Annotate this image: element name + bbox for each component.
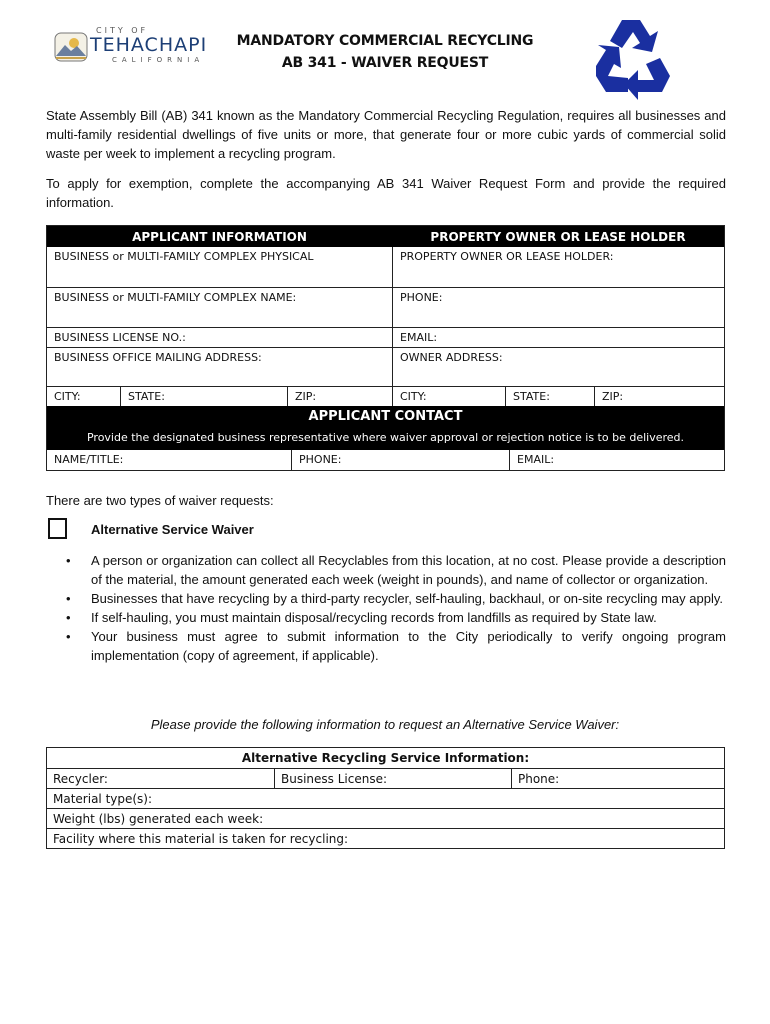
contact-name-title-field[interactable]: NAME/TITLE:	[54, 453, 124, 466]
weight-field[interactable]: Weight (lbs) generated each week:	[53, 811, 264, 826]
business-name-field[interactable]: BUSINESS or MULTI-FAMILY COMPLEX NAME:	[54, 291, 297, 304]
title-line-2: AB 341 - WAIVER REQUEST	[281, 55, 489, 71]
business-license-field[interactable]: BUSINESS LICENSE NO.:	[54, 331, 186, 344]
form-row-address	[47, 347, 724, 386]
service-title-row	[47, 748, 724, 768]
recycle-icon	[588, 14, 680, 100]
alternative-service-heading: Alternative Service Waiver	[91, 522, 254, 537]
alternative-service-instruction: Please provide the following information to request an Alternative Service Waiver:	[150, 717, 620, 732]
alternative-service-table	[46, 747, 725, 849]
owner-address-field[interactable]: OWNER ADDRESS:	[392, 348, 724, 386]
form-row-name	[47, 287, 724, 327]
service-business-license-field[interactable]: Business License:	[274, 769, 511, 789]
recycler-field[interactable]: Recycler:	[53, 771, 108, 786]
service-row-material	[47, 788, 724, 808]
mountain-sun-logo-icon	[54, 32, 88, 62]
owner-header: PROPERTY OWNER OR LEASE HOLDER	[430, 229, 686, 244]
owner-city-field[interactable]: CITY:	[392, 387, 505, 406]
applicant-contact-note: Provide the designated business representative where waiver approval or rejection notice is to be delivered.	[86, 431, 685, 444]
applicant-zip-field[interactable]: ZIP:	[287, 387, 392, 406]
owner-zip-field[interactable]: ZIP:	[594, 387, 724, 406]
applicant-form-table	[46, 225, 725, 471]
logo-state: CALIFORNIA	[112, 56, 205, 64]
applicant-contact-title: APPLICANT CONTACT	[308, 409, 463, 424]
intro-paragraph-1: State Assembly Bill (AB) 341 known as the Mandatory Commercial Recycling Regulation, requires all businesses and multi-family residential dwellings of five units or more, that generate four or more cubic yards of commercial solid waste per week to implement a recycling program.	[46, 108, 726, 161]
material-type-field[interactable]: Material type(s):	[53, 791, 153, 806]
form-row-physical	[47, 247, 724, 287]
applicant-city-field[interactable]: CITY:	[54, 390, 81, 403]
owner-phone-field[interactable]: PHONE:	[392, 288, 724, 327]
form-header-row	[47, 226, 724, 247]
owner-email-field[interactable]: EMAIL:	[392, 328, 724, 347]
service-phone-field[interactable]: Phone:	[511, 769, 724, 789]
list-item: • Your business must agree to submit information to the City periodically to verify ongoing program implementation (copy of agreement, if applicable).	[62, 627, 726, 665]
service-table-title: Alternative Recycling Service Information:	[241, 751, 530, 765]
contact-phone-field[interactable]: PHONE:	[291, 450, 509, 470]
owner-state-field[interactable]: STATE:	[505, 387, 594, 406]
form-row-license	[47, 327, 724, 347]
office-mailing-address-field[interactable]: BUSINESS OFFICE MAILING ADDRESS:	[54, 351, 262, 364]
list-item: • If self-hauling, you must maintain disposal/recycling records from landfills as required by State law.	[62, 608, 726, 627]
service-row-facility	[47, 828, 724, 848]
logo-city-name: TEHACHAPI	[90, 34, 208, 56]
service-row-recycler	[47, 768, 724, 788]
facility-field[interactable]: Facility where this material is taken for recycling:	[53, 831, 349, 846]
form-row-contact	[47, 450, 724, 470]
list-item: • A person or organization can collect all Recyclables from this location, at no cost. Please provide a description of the material, the amount generated each week (weight in pounds), and name of collector or organization.	[62, 551, 726, 589]
service-row-weight	[47, 808, 724, 828]
waiver-bullet-list	[62, 551, 726, 665]
contact-email-field[interactable]: EMAIL:	[509, 450, 724, 470]
title-line-1: MANDATORY COMMERCIAL RECYCLING	[236, 33, 534, 49]
applicant-contact-header	[47, 406, 724, 450]
form-row-city	[47, 386, 724, 406]
applicant-info-header: APPLICANT INFORMATION	[132, 229, 307, 244]
waiver-types-text: There are two types of waiver requests:	[46, 493, 274, 508]
alternative-service-checkbox[interactable]	[48, 518, 67, 539]
intro-paragraph-2: To apply for exemption, complete the accompanying AB 341 Waiver Request Form and provide the required information.	[46, 176, 726, 210]
page-title	[215, 30, 555, 74]
city-logo	[54, 26, 209, 68]
logo-city-of: CITY OF	[96, 26, 149, 35]
owner-name-field[interactable]: PROPERTY OWNER OR LEASE HOLDER:	[392, 247, 724, 287]
list-item: • Businesses that have recycling by a third-party recycler, self-hauling, backhaul, or on-site recycling may apply.	[62, 589, 726, 608]
applicant-state-field[interactable]: STATE:	[120, 387, 287, 406]
business-physical-field[interactable]: BUSINESS or MULTI-FAMILY COMPLEX PHYSICAL	[54, 250, 314, 263]
